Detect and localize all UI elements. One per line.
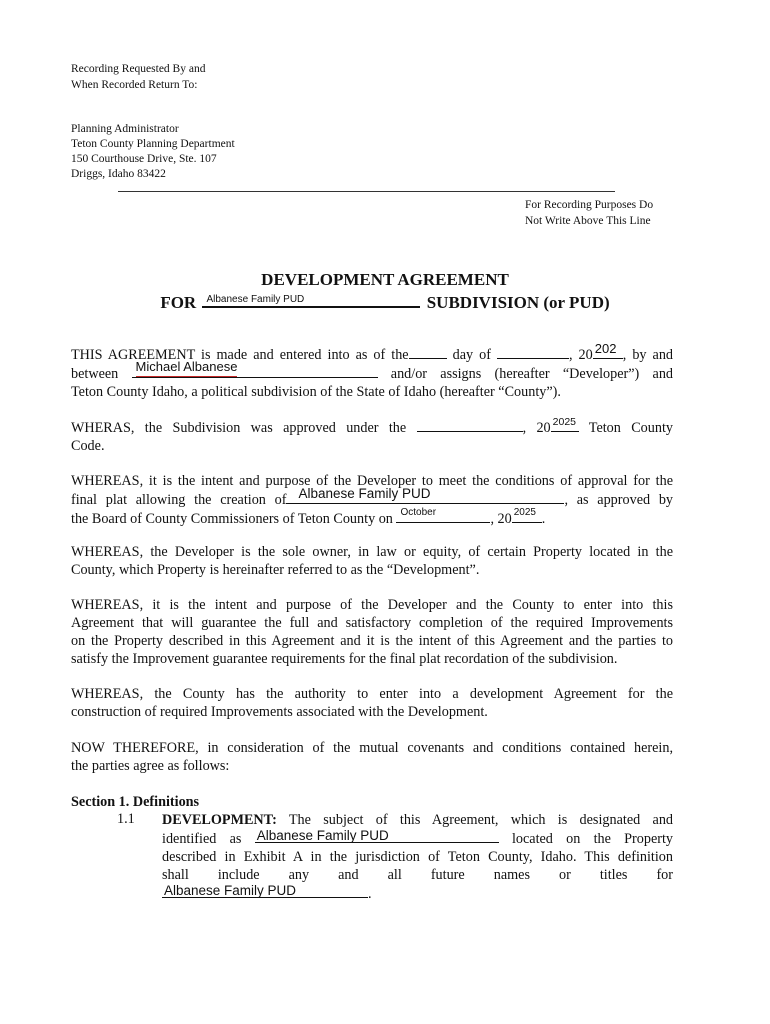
paragraph-line: WHEREAS, the Developer is the sole owner, in law or equity, of certain Property located in the xyxy=(71,544,673,560)
paragraph-line: WHEREAS, it is the intent and purpose of the Developer to meet the conditions of approval for the xyxy=(71,473,673,489)
year-value: 202 xyxy=(594,341,617,356)
paragraph-line: WHEREAS, the County has the authority to enter into a development Agreement for the xyxy=(71,686,673,702)
paragraph-line: satisfy the Improvement guarantee requirements for the final plat recordation of the subdivision. xyxy=(71,651,618,667)
paragraph-line: THIS AGREEMENT is made and entered into as of the day of , 20 202 , by and xyxy=(71,341,674,363)
whereas-final-plat-paragraph xyxy=(71,472,673,528)
for-label: FOR xyxy=(160,293,197,312)
paragraph-line: Agreement that will guarantee the full and satisfactory completion of the required Improvements xyxy=(71,615,673,631)
section-line: DEVELOPMENT: The subject of this Agreement, which is designated and xyxy=(162,812,674,828)
address-line: Driggs, Idaho 83422 xyxy=(71,168,166,180)
paragraph-line: between Michael Albanese and/or assigns (hereafter “Developer”) and xyxy=(71,359,674,382)
commission-year-field[interactable] xyxy=(512,509,542,523)
return-address-block xyxy=(71,122,235,182)
recording-line: When Recorded Return To: xyxy=(71,79,198,91)
address-line: Teton County Planning Department xyxy=(71,138,235,150)
commission-month-value: October xyxy=(400,507,437,518)
development-name-value: Albanese Family PUD xyxy=(256,828,389,843)
month-field[interactable] xyxy=(497,345,569,359)
future-name-value: Albanese Family PUD xyxy=(164,883,297,898)
whereas-authority-paragraph xyxy=(71,685,673,721)
recording-note-line: For Recording Purposes Do xyxy=(525,199,654,211)
definition-term: DEVELOPMENT: xyxy=(162,812,277,828)
day-field[interactable] xyxy=(409,345,447,359)
development-name-field[interactable] xyxy=(255,829,499,843)
section-heading: Section 1. Definitions xyxy=(71,794,200,810)
agreement-paragraph xyxy=(71,341,674,401)
recording-requested-block xyxy=(71,61,205,93)
plat-name-field[interactable] xyxy=(286,486,564,504)
whereas-approval-paragraph xyxy=(71,418,673,455)
address-line: 150 Courthouse Drive, Ste. 107 xyxy=(71,153,217,165)
approval-date-field[interactable] xyxy=(417,418,523,432)
paragraph-line: final plat allowing the creation of Albanese Family PUD , as approved by xyxy=(71,486,674,508)
developer-name-value: Michael Albanese xyxy=(136,358,238,377)
subdivision-name-value: Albanese Family PUD xyxy=(206,294,305,305)
paragraph-line: on the Property described in this Agreement and it is the intent of this Agreement and the parties to xyxy=(71,633,673,649)
section-line: Albanese Family PUD . xyxy=(164,883,372,902)
future-name-field[interactable] xyxy=(162,884,368,898)
now-therefore-paragraph xyxy=(71,739,673,775)
approval-year-field[interactable] xyxy=(551,418,579,432)
document-subtitle xyxy=(0,291,770,313)
section-line: shall include any and all future names or titles for xyxy=(162,867,673,883)
approval-year-value: 2025 xyxy=(552,416,577,428)
paragraph-line: County, which Property is hereinafter referred to as the “Development”. xyxy=(71,562,480,578)
paragraph-line: WHERAS, the Subdivision was approved under the , 20 2025 Teton County xyxy=(71,418,673,437)
paragraph-line: the Board of County Commissioners of Teton County on October , 20 2025 . xyxy=(71,509,673,528)
commission-year-value: 2025 xyxy=(513,507,536,518)
plat-name-value: Albanese Family PUD xyxy=(298,486,431,501)
document-title: DEVELOPMENT AGREEMENT xyxy=(261,270,509,289)
paragraph-line: NOW THEREFORE, in consideration of the mutual covenants and conditions contained herein, xyxy=(71,740,673,756)
subdivision-suffix: SUBDIVISION (or PUD) xyxy=(426,293,610,312)
recording-note xyxy=(525,197,653,229)
section-line: described in Exhibit A in the jurisdiction of Teton County, Idaho. This definition xyxy=(162,849,673,865)
section-line: identified as Albanese Family PUD located on the Property xyxy=(162,828,674,847)
paragraph-line: Teton County Idaho, a political subdivision of the State of Idaho (hereafter “County”). xyxy=(71,384,561,400)
recording-note-line: Not Write Above This Line xyxy=(525,215,651,227)
paragraph-line: WHEREAS, it is the intent and purpose of the Developer and the County to enter into this xyxy=(71,597,673,613)
paragraph-line: Code. xyxy=(71,438,105,454)
paragraph-line: the parties agree as follows: xyxy=(71,758,230,774)
whereas-owner-paragraph xyxy=(71,543,673,579)
section-body xyxy=(162,811,673,903)
paragraph-line: construction of required Improvements associated with the Development. xyxy=(71,704,488,720)
recording-line: Recording Requested By and xyxy=(71,63,206,75)
year-field[interactable] xyxy=(593,341,623,359)
subdivision-name-field[interactable] xyxy=(202,291,420,308)
whereas-guarantee-paragraph xyxy=(71,596,673,668)
address-line: Planning Administrator xyxy=(71,123,179,135)
commission-month-field[interactable] xyxy=(396,509,490,523)
developer-name-field[interactable] xyxy=(132,359,378,378)
recording-divider xyxy=(118,191,615,192)
section-number: 1.1 xyxy=(117,811,135,827)
